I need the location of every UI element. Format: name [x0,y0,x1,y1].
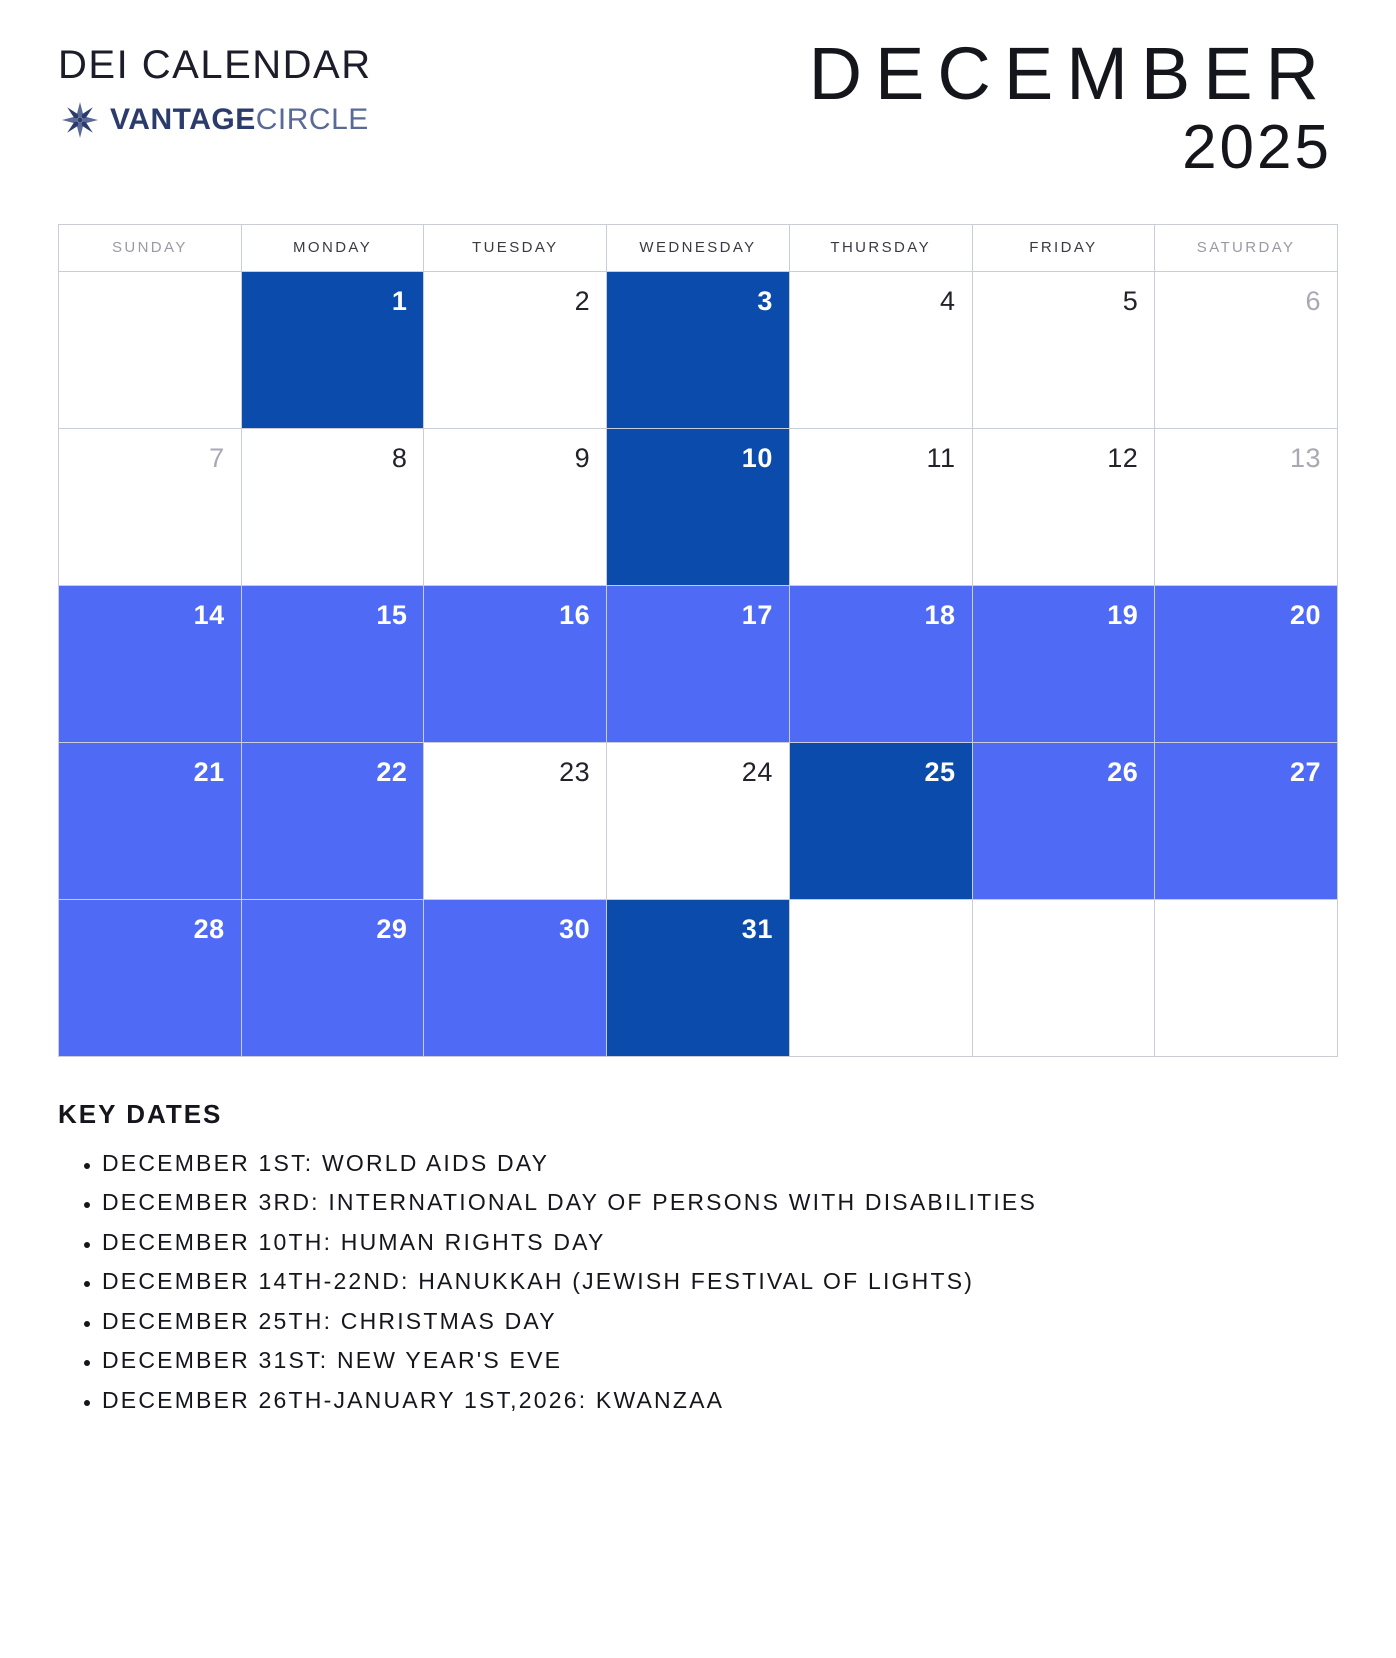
day-number: 15 [376,599,408,630]
calendar-day-cell[interactable] [790,586,973,743]
month-name: DECEMBER [808,32,1332,115]
day-number: 13 [1289,442,1321,473]
calendar-day-cell[interactable] [242,743,425,900]
calendar-day-cell[interactable] [790,429,973,586]
day-number: 18 [924,599,956,630]
calendar-day-cell[interactable] [973,586,1156,743]
day-number: 2 [574,285,591,316]
weekday-header-saturday: SATURDAY [1155,225,1338,272]
calendar-day-cell[interactable] [607,900,790,1057]
calendar-day-cell[interactable] [59,429,242,586]
day-number: 1 [391,285,408,316]
calendar-day-cell[interactable] [1155,429,1338,586]
calendar-day-cell[interactable] [790,743,973,900]
calendar-day-cell[interactable] [424,900,607,1057]
calendar-empty-cell [973,900,1156,1057]
key-date-item: • DECEMBER 1ST: WORLD AIDS DAY [102,1144,1338,1184]
calendar-day-cell[interactable] [242,429,425,586]
key-date-item: • DECEMBER 31ST: NEW YEAR'S EVE [102,1341,1338,1381]
weekday-header-friday: FRIDAY [973,225,1156,272]
day-number: 7 [209,442,225,473]
key-date-item: • DECEMBER 26TH-JANUARY 1ST,2026: KWANZAA [102,1381,1338,1421]
calendar-day-cell[interactable] [1155,743,1338,900]
calendar-day-cell[interactable] [424,743,607,900]
weekday-header-tuesday: TUESDAY [424,225,607,272]
day-number: 24 [741,756,773,787]
month-year-block [808,32,1338,182]
key-dates-title: KEY DATES [58,1098,223,1129]
day-number: 30 [559,913,591,944]
day-number: 3 [757,285,773,316]
calendar-empty-cell [59,272,242,429]
calendar-day-cell[interactable] [1155,586,1338,743]
vantage-circle-flower-logo-icon [58,98,102,142]
calendar-day-cell[interactable] [790,272,973,429]
vantage-circle-wordmark [110,105,369,135]
key-dates-section [58,1099,1338,1421]
calendar-day-cell[interactable] [973,429,1156,586]
calendar-day-cell[interactable] [59,586,242,743]
day-number: 12 [1107,442,1139,473]
weekday-header-sunday: SUNDAY [59,225,242,272]
day-number: 5 [1122,285,1139,316]
key-date-item: • DECEMBER 25TH: CHRISTMAS DAY [102,1302,1338,1342]
calendar-day-cell[interactable] [1155,272,1338,429]
calendar-day-cell[interactable] [59,743,242,900]
weekday-header-thursday: THURSDAY [790,225,973,272]
day-number: 22 [376,756,408,787]
calendar-day-cell[interactable] [242,272,425,429]
calendar-day-cell[interactable] [242,900,425,1057]
key-date-item: • DECEMBER 10TH: HUMAN RIGHTS DAY [102,1223,1338,1263]
day-number: 11 [926,442,956,473]
day-number: 27 [1289,756,1321,787]
calendar-day-cell[interactable] [242,586,425,743]
calendar-grid [58,224,1338,1057]
day-number: 19 [1107,599,1139,630]
year-label: 2025 [1182,112,1332,182]
calendar-day-cell[interactable] [424,586,607,743]
dei-calendar-title: DEI CALENDAR [58,43,372,87]
logo-text-bold: VANTAGE [110,103,256,136]
day-number: 20 [1289,599,1321,630]
day-number: 9 [574,442,591,473]
key-date-item: • DECEMBER 14TH-22ND: HANUKKAH (JEWISH FESTIVAL OF LIGHTS) [102,1262,1338,1302]
logo-text-light: CIRCLE [255,103,369,136]
key-dates-list [58,1144,1338,1421]
page-header [0,0,1396,180]
calendar-day-cell[interactable] [607,586,790,743]
day-number: 26 [1107,756,1139,787]
calendar-empty-cell [790,900,973,1057]
day-number: 6 [1305,285,1321,316]
calendar-day-cell[interactable] [607,429,790,586]
weekday-header-monday: MONDAY [242,225,425,272]
day-number: 21 [193,756,225,787]
day-number: 14 [193,599,225,630]
calendar-empty-cell [1155,900,1338,1057]
vantage-circle-logo [58,98,372,142]
calendar-day-cell[interactable] [607,743,790,900]
day-number: 8 [391,442,408,473]
calendar-day-cell[interactable] [973,272,1156,429]
calendar-day-cell[interactable] [607,272,790,429]
day-number: 4 [940,285,956,316]
calendar-day-cell[interactable] [424,429,607,586]
day-number: 25 [924,756,956,787]
day-number: 10 [741,442,773,473]
brand-block [58,38,372,142]
day-number: 23 [559,756,591,787]
day-number: 16 [559,599,591,630]
weekday-header-wednesday: WEDNESDAY [607,225,790,272]
calendar-day-cell[interactable] [424,272,607,429]
day-number: 29 [376,913,408,944]
calendar-day-cell[interactable] [59,900,242,1057]
day-number: 28 [193,913,225,944]
day-number: 17 [741,599,773,630]
calendar-day-cell[interactable] [973,743,1156,900]
day-number: 31 [741,913,773,944]
key-date-item: • DECEMBER 3RD: INTERNATIONAL DAY OF PERSONS WITH DISABILITIES [102,1183,1338,1223]
